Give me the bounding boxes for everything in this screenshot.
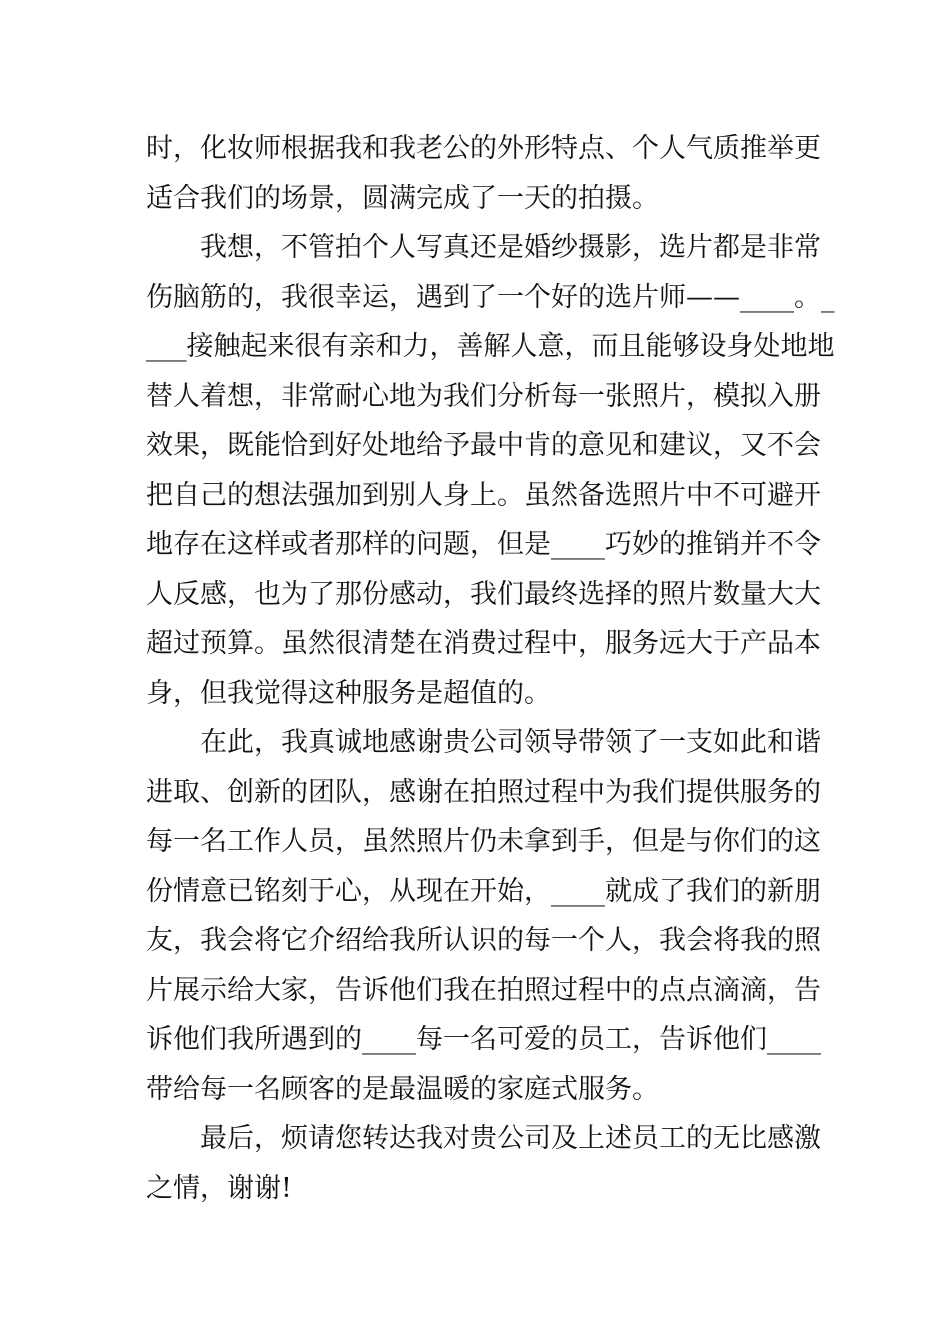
paragraph-2 bbox=[146, 223, 835, 718]
paragraph-1 bbox=[146, 124, 821, 223]
text-line: 诉他们我所遇到的____每一名可爱的员工，告诉他们____ bbox=[146, 1024, 821, 1055]
text-line: 份情意已铭刻于心，从现在开始，____就成了我们的新朋 bbox=[146, 875, 821, 907]
letter-body bbox=[146, 124, 835, 1213]
text-line: 之情，谢谢! bbox=[146, 1172, 292, 1204]
text-line: 友，我会将它介绍给我所认识的每一个人，我会将我的照 bbox=[146, 925, 821, 956]
text-line: 效果，既能恰到好处地给予最中肯的意见和建议，又不会 bbox=[146, 430, 821, 461]
text-line: ___接触起来很有亲和力，善解人意，而且能够设身处地地 bbox=[146, 331, 835, 362]
text-line: 地存在这样或者那样的问题，但是____巧妙的推销并不令 bbox=[146, 529, 821, 560]
text-line: 片展示给大家，告诉他们我在拍照过程中的点点滴滴，告 bbox=[146, 974, 821, 1006]
text-line: 替人着想，非常耐心地为我们分析每一张照片，模拟入册 bbox=[146, 380, 821, 412]
text-line: 在此，我真诚地感谢贵公司领导带领了一支如此和谐 bbox=[146, 727, 821, 758]
paragraph-4 bbox=[146, 1114, 821, 1213]
text-line: 最后，烦请您转达我对贵公司及上述员工的无比感激 bbox=[146, 1123, 821, 1154]
text-line: 身，但我觉得这种服务是超值的。 bbox=[146, 677, 551, 709]
text-line: 适合我们的场景，圆满完成了一天的拍摄。 bbox=[146, 182, 659, 214]
text-line: 每一名工作人员，虽然照片仍未拿到手，但是与你们的这 bbox=[146, 826, 821, 857]
text-line: 时，化妆师根据我和我老公的外形特点、个人气质推举更 bbox=[146, 133, 821, 164]
text-line: 把自己的想法强加到别人身上。虽然备选照片中不可避开 bbox=[146, 479, 821, 511]
text-line: 进取、创新的团队，感谢在拍照过程中为我们提供服务的 bbox=[146, 776, 821, 808]
text-line: 超过预算。虽然很清楚在消费过程中，服务远大于产品本 bbox=[146, 628, 821, 659]
text-line: 我想，不管拍个人写真还是婚纱摄影，选片都是非常 bbox=[146, 232, 821, 263]
text-line: 人反感，也为了那份感动，我们最终选择的照片数量大大 bbox=[146, 578, 821, 610]
text-line: 伤脑筋的，我很幸运，遇到了一个好的选片师——____。_ bbox=[146, 281, 835, 313]
text-line: 带给每一名顾客的是最温暖的家庭式服务。 bbox=[146, 1073, 659, 1105]
paragraph-3 bbox=[146, 718, 821, 1114]
